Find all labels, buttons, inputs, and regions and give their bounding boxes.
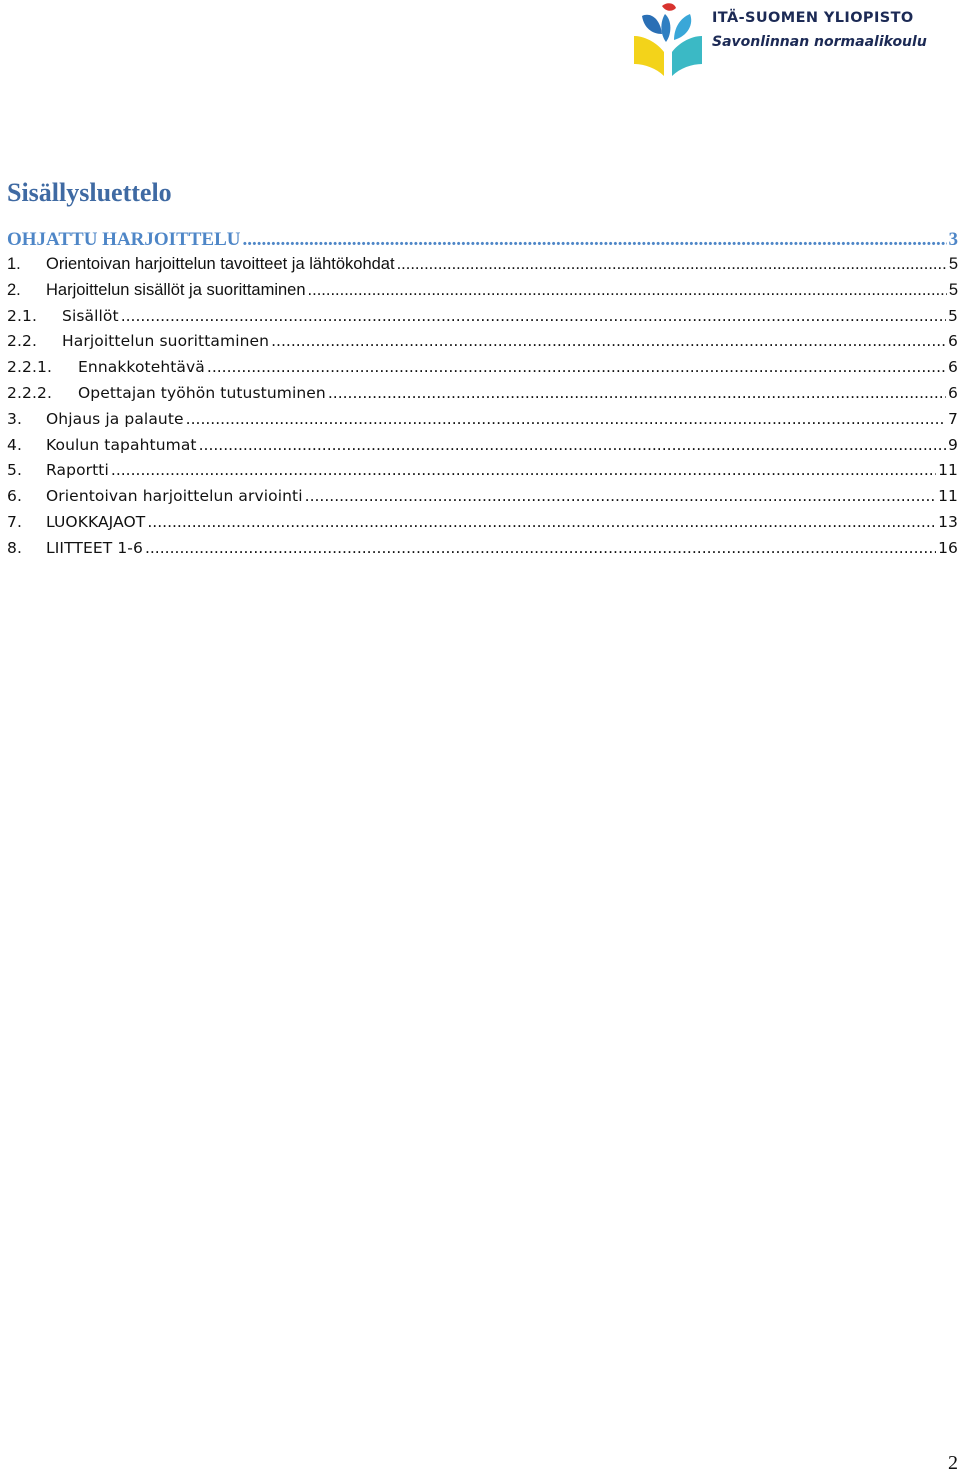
toc-entry-title: LUOKKAJAOT [46,512,146,531]
toc-entry[interactable] [7,358,958,384]
toc-entry[interactable] [7,487,958,513]
toc-entry-page: 5 [948,255,958,273]
toc-entry-number: 2.2.1. [7,358,52,377]
toc-entry[interactable] [7,539,958,565]
toc-entry-page: 9 [948,435,958,454]
toc-dot-leader [243,229,947,251]
toc-entry-number: 2.2.2. [7,383,52,402]
toc-entry[interactable] [7,332,958,358]
toc-entry-page: 16 [938,538,958,557]
toc-entry[interactable] [7,229,958,255]
toc-entry-title: OHJATTU HARJOITTELU [7,229,241,250]
toc-entry-page: 11 [938,461,958,480]
toc-entry[interactable] [7,281,958,307]
toc-entry-number: 3. [7,409,22,428]
toc-entry-page: 13 [938,512,958,531]
toc-entry-title: Harjoittelun suorittaminen [62,332,270,351]
toc-entry-page: 7 [948,409,958,428]
toc-entry-number: 2. [7,280,21,299]
toc-entry[interactable] [7,410,958,436]
toc-entry[interactable] [7,461,958,487]
toc-entry-title: Koulun tapahtumat [46,435,197,454]
toc-entry-title: Orientoivan harjoittelun arviointi [46,487,303,506]
university-name: ITÄ-SUOMEN YLIOPISTO [712,10,914,26]
toc-entry-title: Orientoivan harjoittelun tavoitteet ja lähtökohdat [46,255,395,273]
toc-entry-page: 5 [948,306,958,325]
toc-dot-leader [207,358,946,376]
toc-dot-leader [121,307,946,325]
toc-heading: Sisällysluettelo [7,178,172,207]
toc-entry[interactable] [7,436,958,462]
toc-entry-title: Raportti [46,461,109,480]
table-of-contents [7,229,958,565]
toc-entry-title: Sisällöt [62,306,119,325]
toc-entry-page: 6 [948,332,958,351]
page-number: 2 [948,1452,958,1474]
toc-entry-number: 6. [7,487,22,506]
toc-entry-page: 3 [948,229,958,250]
toc-dot-leader [397,255,947,274]
toc-entry-title: Harjoittelun sisällöt ja suorittaminen [46,280,306,299]
toc-entry-number: 4. [7,435,22,454]
toc-entry-page: 6 [948,383,958,402]
toc-dot-leader [186,410,946,428]
toc-entry-number: 5. [7,461,22,480]
toc-entry-page: 5 [948,280,958,299]
toc-entry-number: 8. [7,538,22,557]
toc-entry-number: 2.2. [7,332,37,351]
toc-entry-page: 6 [948,358,958,377]
toc-dot-leader [328,384,946,402]
university-logo [632,0,952,80]
toc-entry-number: 1. [7,255,21,273]
toc-entry-title: LIITTEET 1-6 [46,538,143,557]
toc-entry[interactable] [7,513,958,539]
toc-entry-page: 11 [938,487,958,506]
toc-entry[interactable] [7,255,958,281]
book-leaves-logo-icon [632,0,704,80]
toc-entry-title: Ohjaus ja palaute [46,409,184,428]
toc-dot-leader [145,539,936,557]
school-name: Savonlinnan normaalikoulu [712,34,927,50]
toc-entry[interactable] [7,384,958,410]
toc-dot-leader [199,436,946,454]
toc-entry-number: 2.1. [7,306,37,325]
toc-entry[interactable] [7,307,958,333]
toc-dot-leader [147,513,936,531]
toc-entry-title: Ennakkotehtävä [78,358,205,377]
toc-entry-number: 7. [7,512,22,531]
toc-dot-leader [308,281,947,300]
toc-dot-leader [271,332,946,350]
toc-entry-title: Opettajan työhön tutustuminen [78,383,326,402]
toc-dot-leader [305,487,936,505]
toc-dot-leader [111,461,936,479]
